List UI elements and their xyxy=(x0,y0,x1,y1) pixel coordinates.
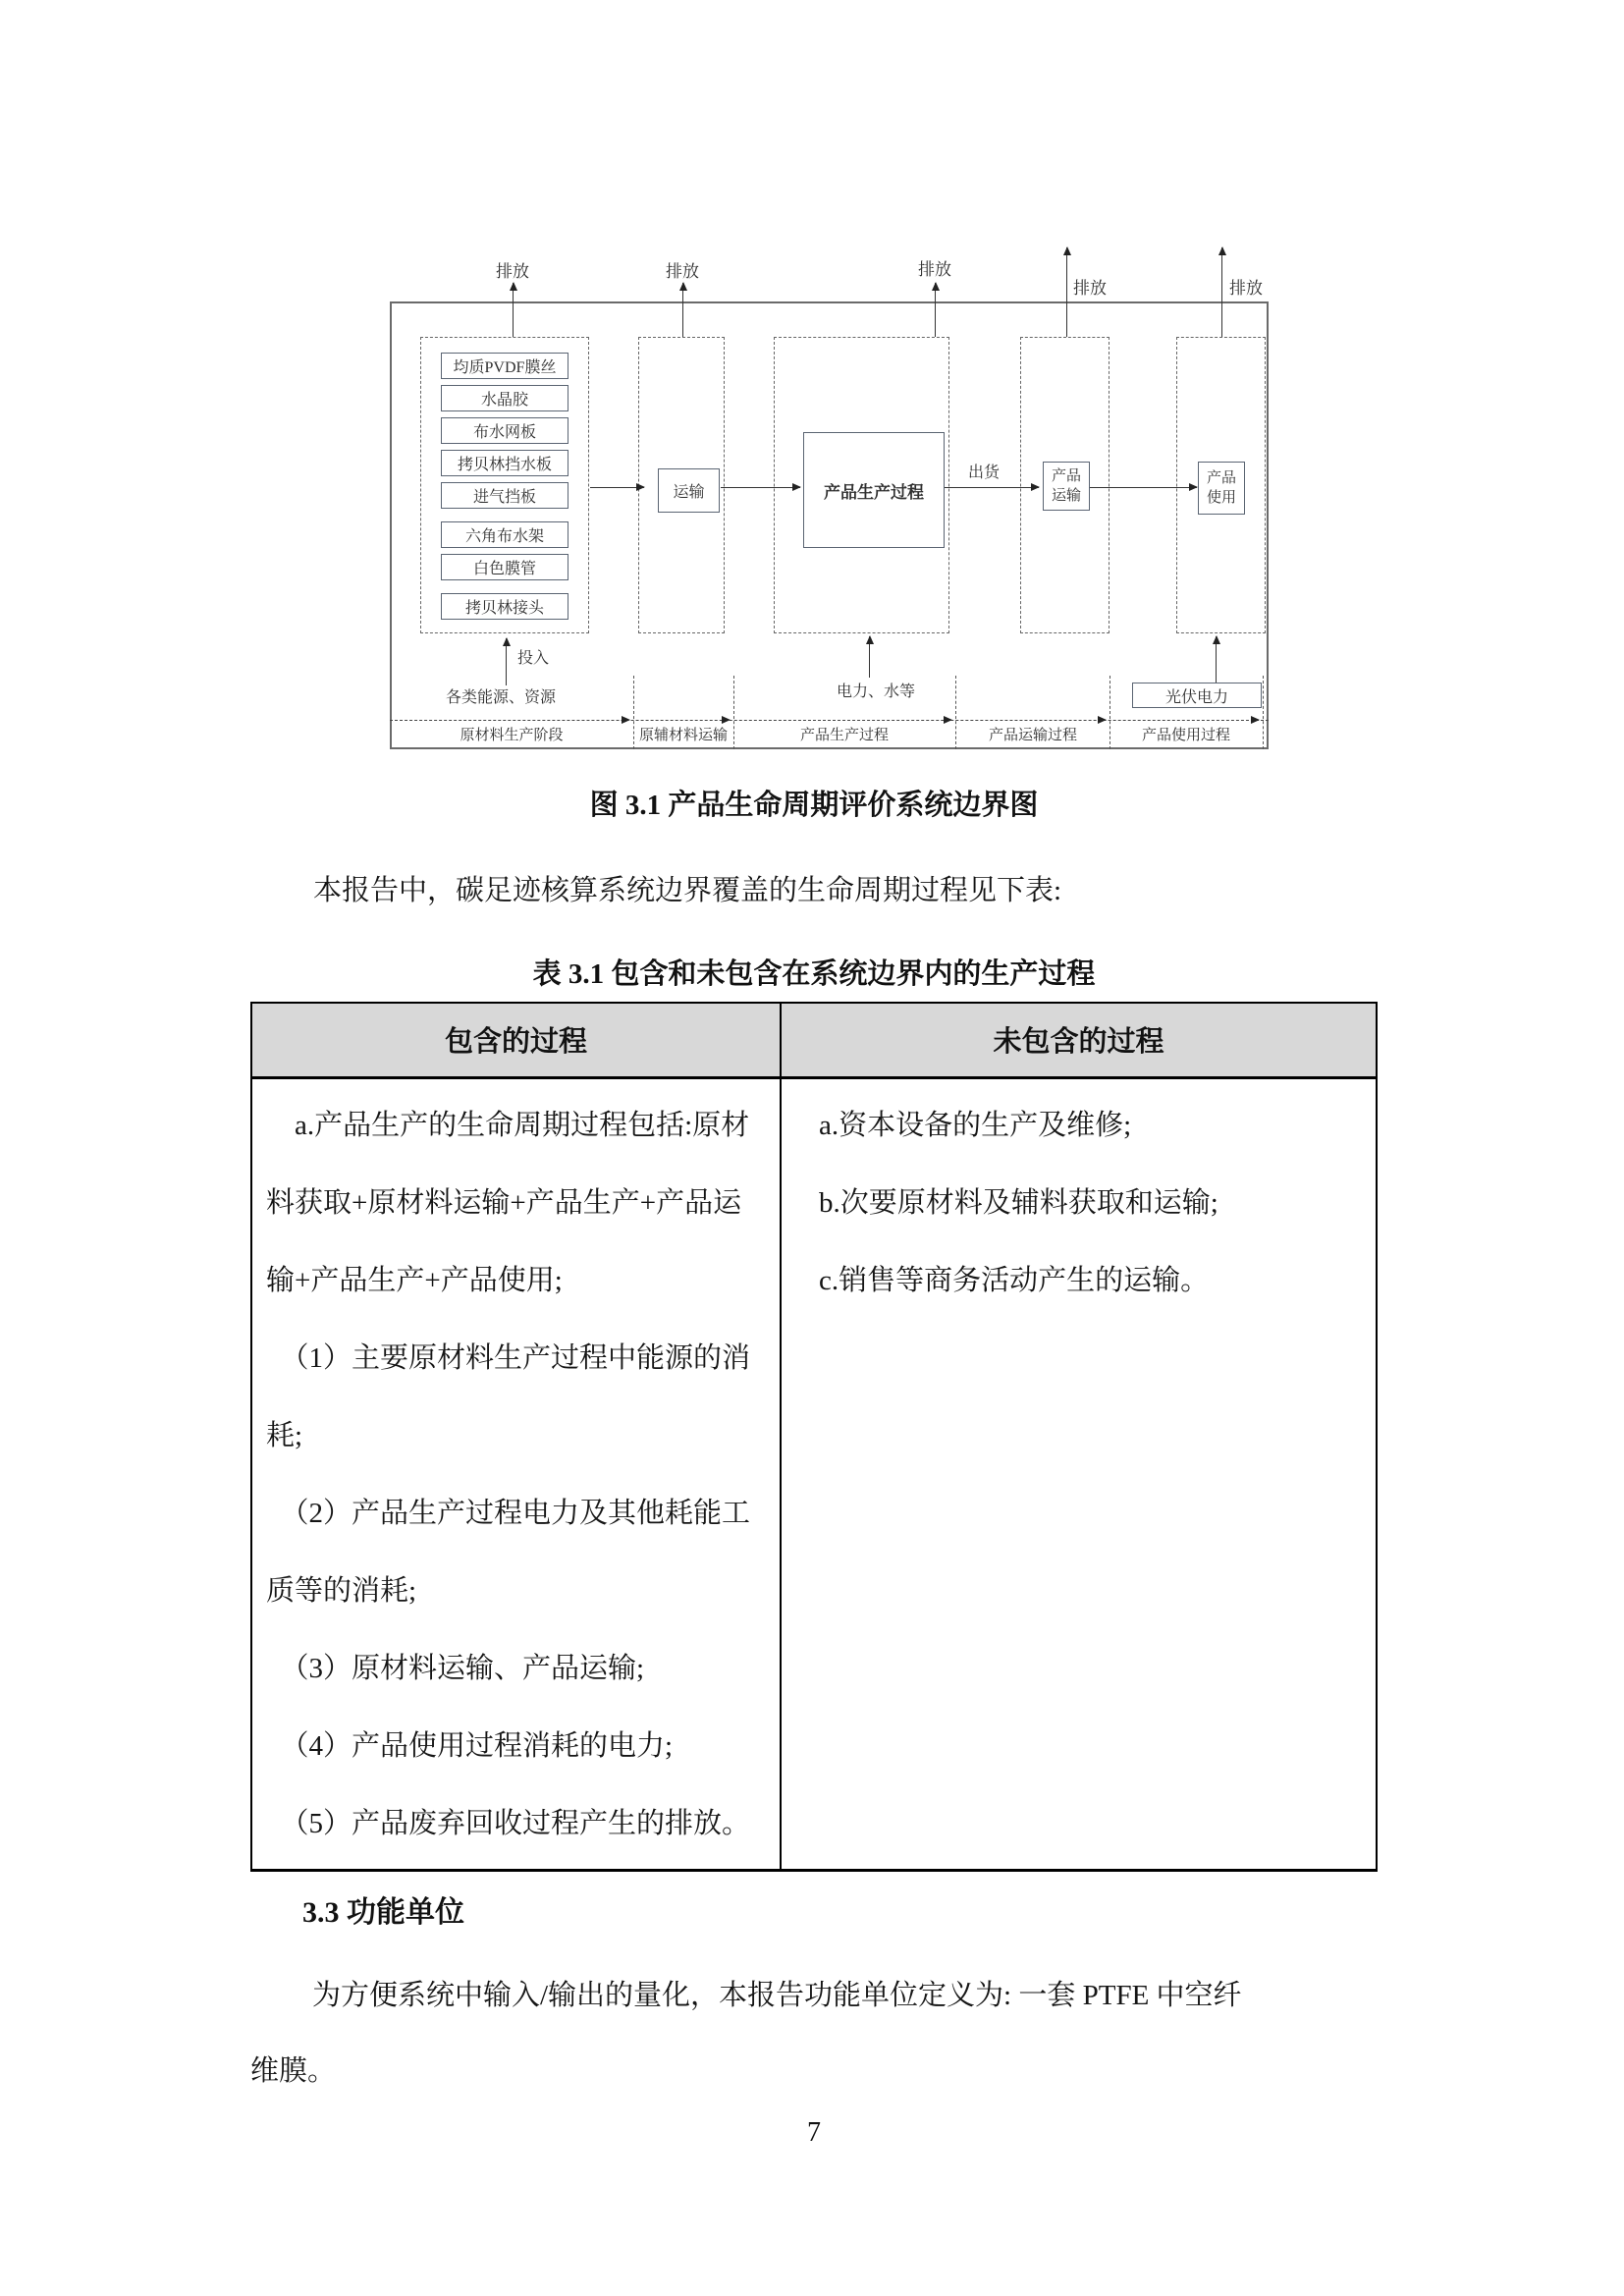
excluded-process-line: c.销售等商务活动产生的运输。 xyxy=(819,1264,1210,1296)
included-process-line: （3）原材料运输、产品运输; xyxy=(266,1652,645,1684)
included-process-line: 耗; xyxy=(266,1419,303,1451)
pv-power-box: 光伏电力 xyxy=(1132,683,1262,708)
emission-label: 排放 xyxy=(496,262,529,281)
table-header-included: 包含的过程 xyxy=(251,1003,781,1077)
emission-arrow-4 xyxy=(1066,247,1067,337)
included-process-line: 输+产品生产+产品使用; xyxy=(266,1264,563,1296)
included-process-line: 质等的消耗; xyxy=(266,1574,417,1607)
material-box: 进气挡板 xyxy=(441,482,568,509)
material-box: 均质PVDF膜丝 xyxy=(441,353,568,379)
transport-box: 运输 xyxy=(658,468,720,513)
input-label: 投入 xyxy=(517,650,550,667)
product-use-box: 产品使用 xyxy=(1198,462,1245,515)
excluded-process-line: b.次要原材料及辅料获取和运输; xyxy=(819,1186,1218,1219)
flow-arrow-transport-to-production xyxy=(721,487,800,488)
shipment-label: 出货 xyxy=(967,465,1000,481)
material-box: 拷贝林接头 xyxy=(441,593,568,620)
section-heading: 3.3 功能单位 xyxy=(302,1896,464,1929)
input-arrow xyxy=(506,638,507,685)
emission-label: 排放 xyxy=(1229,279,1263,298)
emission-label: 排放 xyxy=(1073,279,1107,298)
functional-unit-line-2: 维膜。 xyxy=(250,2055,337,2087)
flow-arrow-materials-to-transport xyxy=(590,487,644,488)
stage-label: 原辅材料运输 xyxy=(638,728,728,743)
excluded-processes-cell xyxy=(781,1077,1377,1870)
flow-arrow-production-to-product-transport xyxy=(945,487,1039,488)
stage-label: 产品运输过程 xyxy=(988,728,1077,743)
stage-labels xyxy=(0,0,1624,786)
emission-arrow-2 xyxy=(682,283,683,337)
energy-resources-label: 各类能源、资源 xyxy=(445,689,556,706)
emission-label: 排放 xyxy=(666,262,699,281)
included-process-line: （5）产品废弃回收过程产生的排放。 xyxy=(266,1807,751,1839)
product-transport-box: 产品运输 xyxy=(1043,462,1090,511)
material-box: 布水网板 xyxy=(441,417,568,444)
production-box: 产品生产过程 xyxy=(803,432,945,548)
emission-arrow-3 xyxy=(935,283,936,337)
emission-label: 排放 xyxy=(918,260,951,279)
stage-label: 产品使用过程 xyxy=(1141,728,1230,743)
included-process-line: 料获取+原材料运输+产品生产+产品运 xyxy=(266,1186,742,1219)
stage-label: 产品生产过程 xyxy=(799,728,889,743)
included-process-line: a.产品生产的生命周期过程包括:原材 xyxy=(266,1109,750,1141)
page-number: 7 xyxy=(807,2117,821,2148)
included-process-line: （2）产品生产过程电力及其他耗能工 xyxy=(266,1497,751,1529)
table-header-excluded: 未包含的过程 xyxy=(781,1003,1377,1077)
table-title: 表 3.1 包含和未包含在系统边界内的生产过程 xyxy=(532,958,1096,990)
emission-arrow-1 xyxy=(513,283,514,337)
lifecycle-diagram xyxy=(0,0,1624,786)
material-box: 白色膜管 xyxy=(441,554,568,580)
pv-power-arrow xyxy=(1216,636,1217,683)
intro-paragraph: 本报告中，碳足迹核算系统边界覆盖的生命周期过程见下表: xyxy=(313,875,1062,906)
included-process-line: （1）主要原材料生产过程中能源的消 xyxy=(266,1341,751,1374)
included-process-line: （4）产品使用过程消耗的电力; xyxy=(266,1729,674,1762)
boundary-table xyxy=(250,1002,1378,1872)
functional-unit-line-1: 为方便系统中输入/输出的量化，本报告功能单位定义为: 一套 PTFE 中空纤 xyxy=(312,1980,1242,2011)
power-water-label: 电力、水等 xyxy=(836,683,915,700)
emission-arrow-5 xyxy=(1221,247,1222,337)
material-box: 拷贝林挡水板 xyxy=(441,450,568,476)
flow-arrow-product-transport-to-use xyxy=(1090,487,1197,488)
included-processes-cell xyxy=(251,1077,781,1870)
excluded-process-line: a.资本设备的生产及维修; xyxy=(819,1109,1132,1141)
stage-label: 原材料生产阶段 xyxy=(460,728,564,743)
material-box: 水晶胶 xyxy=(441,385,568,411)
figure-caption: 图 3.1 产品生命周期评价系统边界图 xyxy=(589,790,1039,821)
power-water-arrow xyxy=(869,636,870,678)
material-box: 六角布水架 xyxy=(441,521,568,548)
